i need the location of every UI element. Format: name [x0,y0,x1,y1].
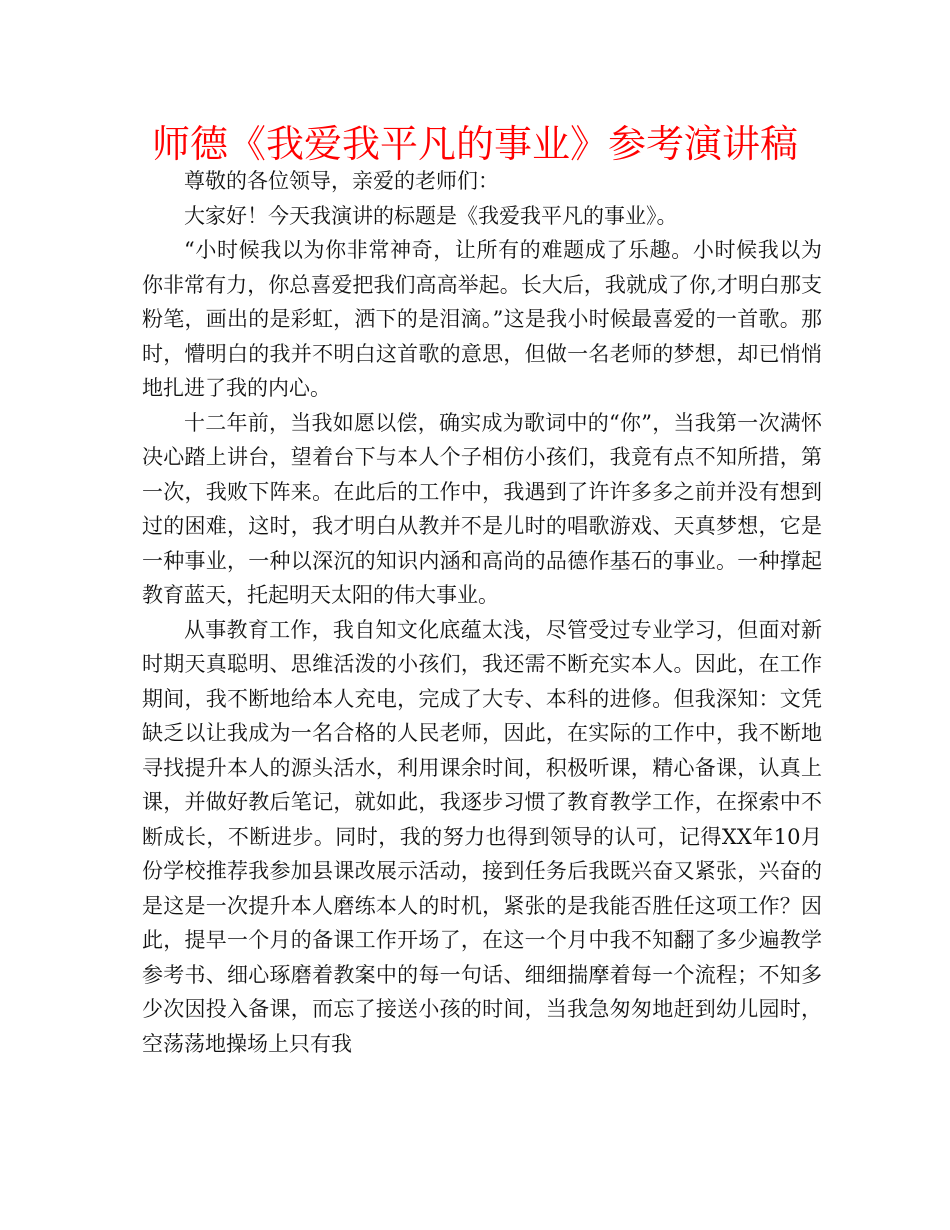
document-title: 师德《我爱我平凡的事业》参考演讲稿 [151,122,798,166]
salutation-paragraph: 尊敬的各位领导，亲爱的老师们： [184,169,499,193]
document-body [142,164,822,1061]
body-paragraph: 十二年前，当我如愿以偿，确实成为歌词中的“你”，当我第一次满怀决心踏上讲台，望着台下与本人个子相仿小孩们，我竟有点不知所措，第一次，我败下阵来。在此后的工作中，我遇到了许许多多之前并没有想到过的困难，这时，我才明白从教并不是儿时的唱歌游戏、天真梦想，它是一种事业，一种以深沉的知识内涵和高尚的品德作基石的事业。一种撑起教育蓝天，托起明天太阳的伟大事业。 [142,410,822,607]
greeting-paragraph: 大家好！今天我演讲的标题是《我爱我平凡的事业》。 [184,203,678,228]
body-paragraph: “小时候我以为你非常神奇，让所有的难题成了乐趣。小时候我以为你非常有力，你总喜爱把我们高高举起。长大后，我就成了你,才明白那支粉笔，画出的是彩虹，洒下的是泪滴。”这是我小时候最喜爱的一首歌。那时，懵明白的我并不明白这首歌的意思，但做一名老师的梦想，却已悄悄地扎进了我的内心。 [142,238,822,400]
body-paragraph: 从事教育工作，我自知文化底蕴太浅，尽管受过专业学习，但面对新时期天真聪明、思维活泼的小孩们，我还需不断充实本人。因此，在工作期间，我不断地给本人充电，完成了大专、本科的进修。但我深知：文凭缺乏以让我成为一名合格的人民老师，因此，在实际的工作中，我不断地寻找提升本人的源头活水，利用课余时间，积极听课，精心备课，认真上课，并做好教后笔记，就如此，我逐步习惯了教育教学工作，在探索中不断成长，不断进步。同时，我的努力也得到领导的认可，记得XX年10月份学校推荐我参加县课改展示活动，接到任务后我既兴奋又紧张，兴奋的是这是一次提升本人磨练本人的时机，紧张的是我能否胜任这项工作？因此，提早一个月的备课工作开场了，在这一个月中我不知翻了多少遍教学参考书、细心琢磨着教案中的每一句话、细细揣摩着每一个流程；不知多少次因投入备课，而忘了接送小孩的时间，当我急匆匆地赶到幼儿园时，空荡荡地操场上只有我 [142,617,822,1056]
